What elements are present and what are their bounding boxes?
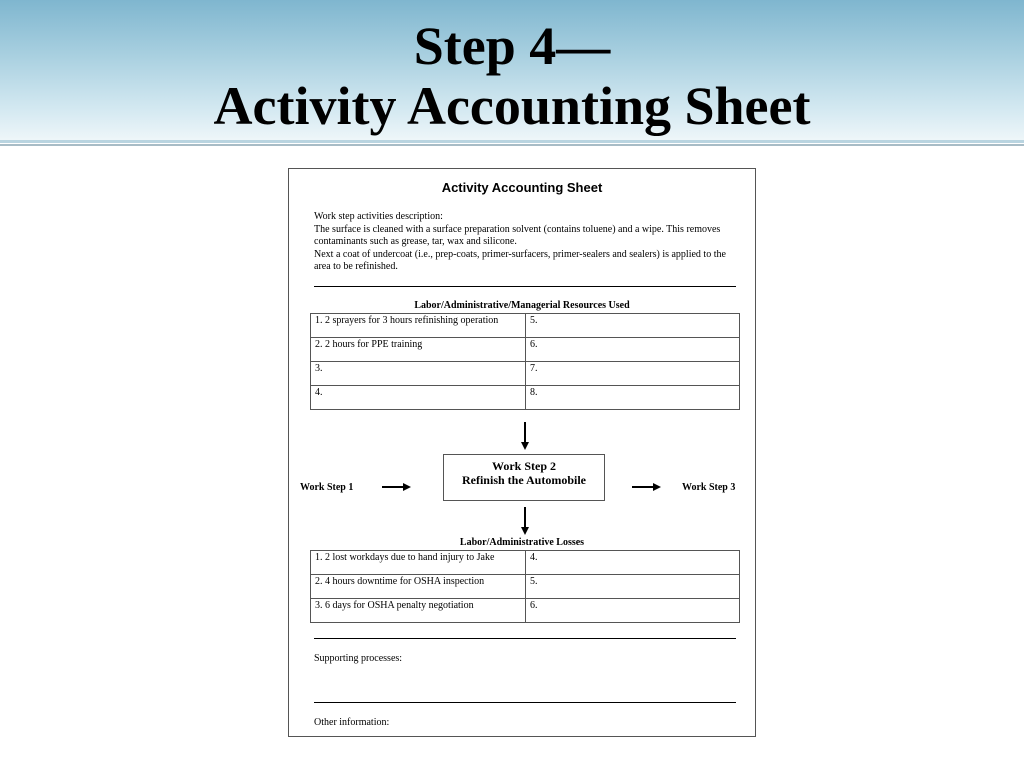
table-row bbox=[311, 575, 740, 599]
table-cell: 5. bbox=[526, 575, 740, 599]
work-step-2-box bbox=[443, 454, 605, 501]
slide-title bbox=[0, 16, 1024, 136]
table-cell: 2. 2 hours for PPE training bbox=[311, 338, 526, 362]
losses-label: Labor/Administrative Losses bbox=[459, 537, 585, 548]
table-cell: 3. bbox=[311, 362, 526, 386]
slide-title-line2: Activity Accounting Sheet bbox=[213, 76, 811, 136]
other-information-label: Other information: bbox=[314, 717, 390, 728]
sheet-title: Activity Accounting Sheet bbox=[441, 180, 603, 195]
work-step-2-title: Work Step 2 bbox=[491, 459, 556, 473]
table-cell: 8. bbox=[526, 386, 740, 410]
divider-rule bbox=[314, 638, 736, 639]
activity-accounting-sheet bbox=[288, 168, 756, 737]
banner-divider-shadow bbox=[0, 144, 1024, 146]
losses-table bbox=[310, 550, 740, 623]
description-heading: Work step activities description: bbox=[314, 211, 443, 222]
supporting-processes-label: Supporting processes: bbox=[314, 653, 403, 664]
work-step-2-subtitle: Refinish the Automobile bbox=[461, 473, 586, 487]
table-row bbox=[311, 599, 740, 623]
table-cell: 7. bbox=[526, 362, 740, 386]
table-cell: 6. bbox=[526, 599, 740, 623]
banner-divider bbox=[0, 140, 1024, 143]
table-cell: 4. bbox=[311, 386, 526, 410]
resources-used-label: Labor/Administrative/Managerial Resources Used bbox=[414, 300, 630, 311]
table-cell: 2. 4 hours downtime for OSHA inspection bbox=[311, 575, 526, 599]
slide-title-line1: Step 4— bbox=[413, 16, 611, 76]
table-cell: 1. 2 sprayers for 3 hours refinishing operation bbox=[311, 314, 526, 338]
description-paragraph-2: Next a coat of undercoat (i.e., prep-coats, primer-surfacers, primer-sealers and sealers) is applied to the area to be refinished. bbox=[314, 248, 726, 272]
work-step-3-label: Work Step 3 bbox=[682, 482, 736, 493]
table-cell: 1. 2 lost workdays due to hand injury to Jake bbox=[311, 551, 526, 575]
table-cell: 3. 6 days for OSHA penalty negotiation bbox=[311, 599, 526, 623]
work-step-1-label: Work Step 1 bbox=[300, 482, 354, 493]
table-cell: 4. bbox=[526, 551, 740, 575]
table-cell: 6. bbox=[526, 338, 740, 362]
table-row bbox=[311, 551, 740, 575]
divider-rule bbox=[314, 702, 736, 703]
table-cell: 5. bbox=[526, 314, 740, 338]
description-paragraph-1: The surface is cleaned with a surface preparation solvent (contains toluene) and a wipe. This removes contaminants such as grease, tar, wax and silicone. bbox=[314, 223, 721, 247]
